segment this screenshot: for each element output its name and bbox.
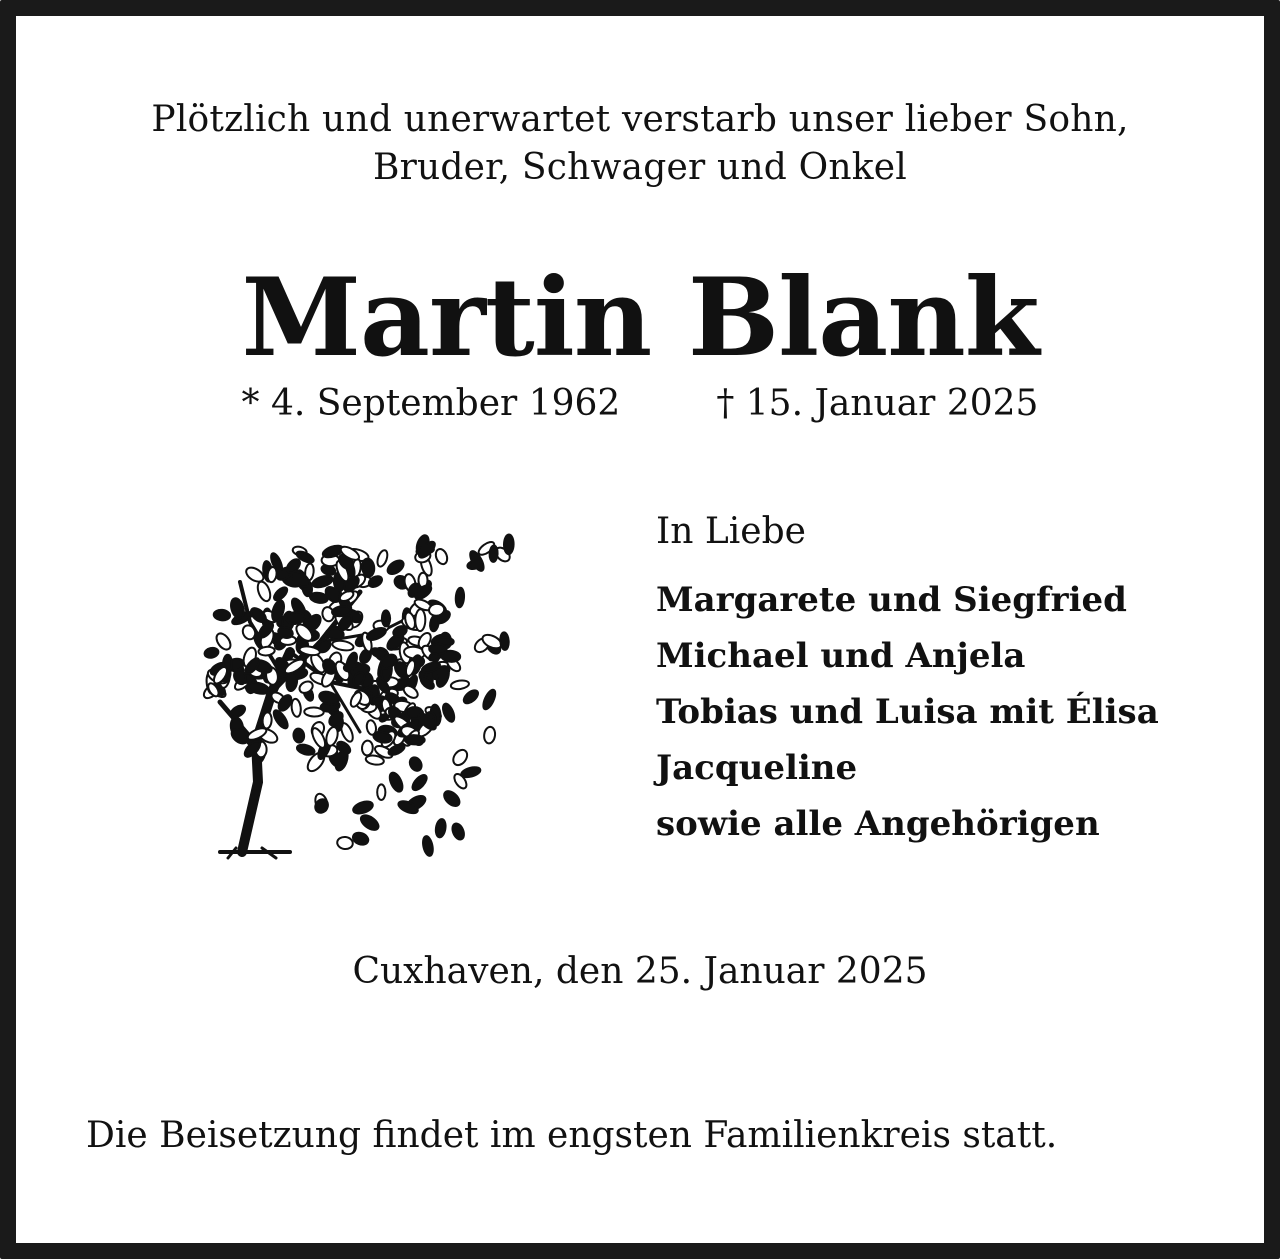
mourner-line: Michael und Anjela [656, 636, 1026, 676]
life-dates [0, 380, 1280, 428]
mourner-line: Jacqueline [656, 748, 858, 788]
mourners-section [656, 508, 1256, 852]
tree-with-falling-leaves-icon [180, 512, 520, 866]
intro-line-2: Bruder, Schwager und Onkel [372, 147, 908, 188]
place-and-date: Cuxhaven, den 25. Januar 2025 [352, 951, 928, 992]
mourner-line: sowie alle Angehörigen [656, 804, 1100, 844]
in-liebe-label: In Liebe [656, 511, 806, 552]
birth-date: * 4. September 1962 [241, 383, 621, 424]
deceased-name: Martin Blank [241, 255, 1039, 381]
mourners-list [656, 572, 1256, 852]
burial-note: Die Beisetzung findet im engsten Familienkreis statt. [86, 1115, 1058, 1156]
intro-line-1: Plötzlich und unerwartet verstarb unser lieber Sohn, [151, 99, 1129, 140]
intro-text [40, 96, 1240, 192]
mourner-line: Margarete und Siegfried [656, 580, 1127, 620]
mourner-line: Tobias und Luisa mit Élisa [656, 692, 1159, 732]
death-date: † 15. Januar 2025 [716, 383, 1039, 424]
